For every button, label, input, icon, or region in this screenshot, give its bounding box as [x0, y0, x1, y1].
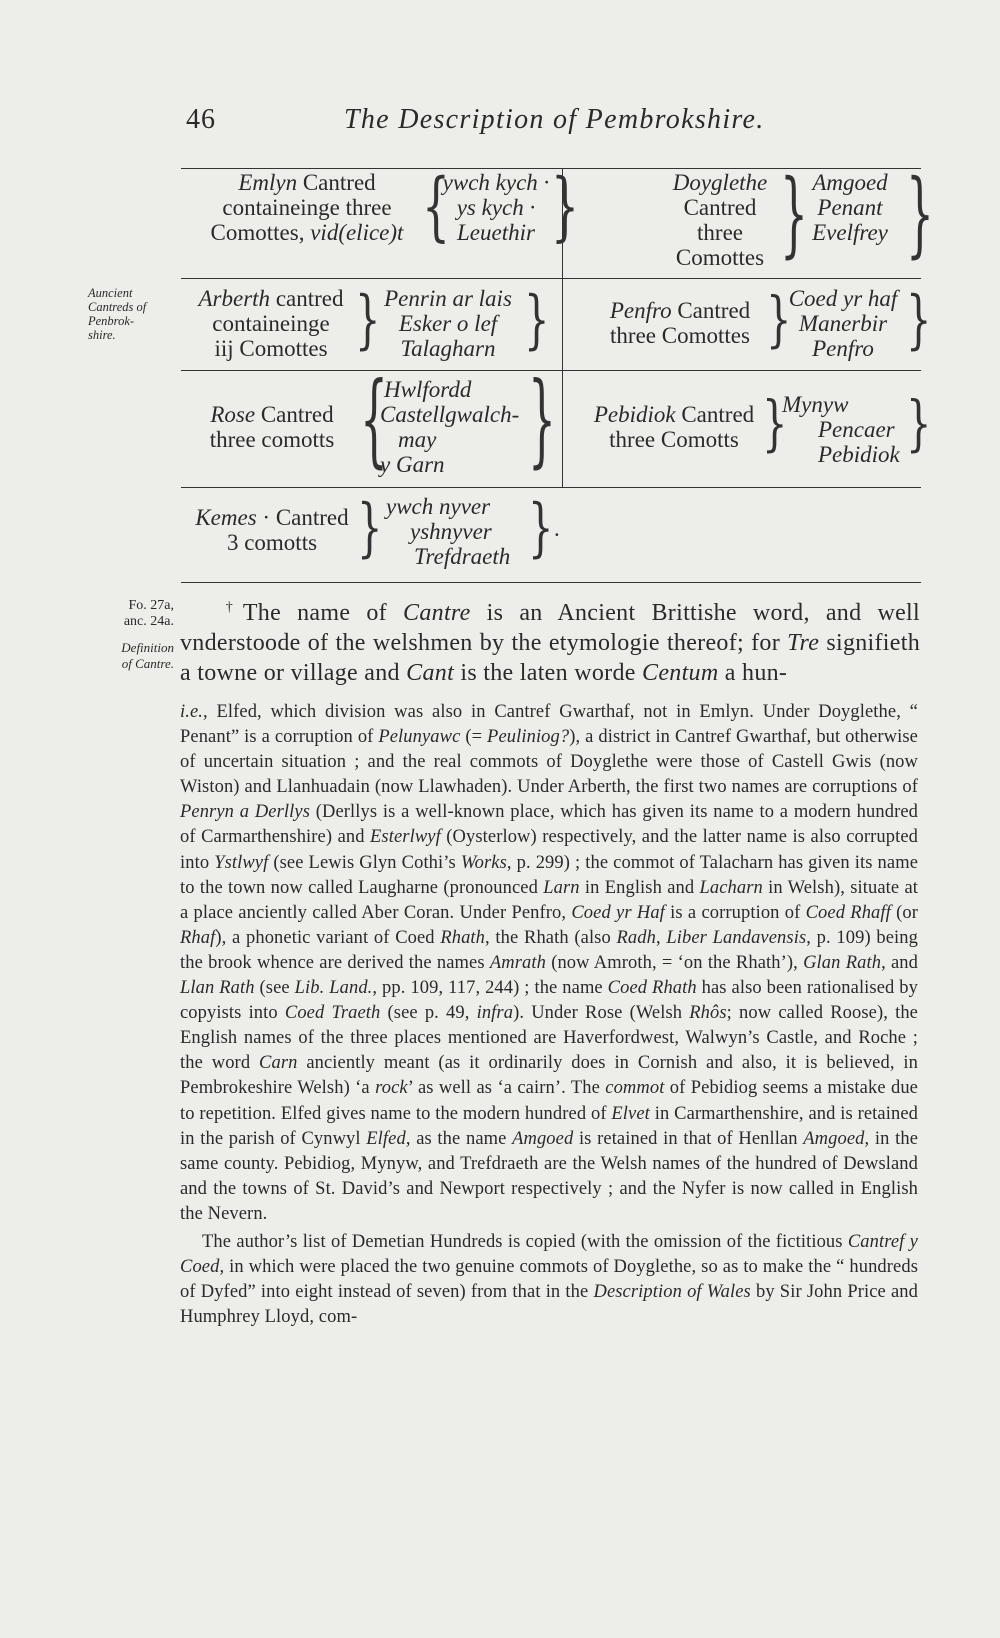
note-italic-text: Amrath	[489, 952, 546, 973]
penfro-name: Penfro	[609, 298, 672, 323]
definition-text: is an Ancient Brittishe word, and well vnderstoode of the welshmen by the etymologie thereof; for	[180, 600, 920, 656]
note-italic-text: Llan Rath	[180, 978, 255, 999]
margin-line: shire.	[88, 328, 116, 342]
editorial-notes	[180, 700, 918, 1330]
table-rule-bottom	[181, 582, 921, 583]
commot-name: may	[398, 427, 437, 452]
commot-name: Coed yr haf	[788, 286, 898, 311]
penfro-commots	[778, 286, 908, 361]
commot-name: Talagharn	[400, 336, 496, 361]
doyglethe-cantred	[640, 170, 800, 270]
margin-note-cantreds	[88, 286, 146, 342]
note-italic-text: Pelunyawc	[378, 727, 461, 748]
commot-name: Manerbir	[798, 311, 888, 336]
note-italic-text: Peuliniog?	[487, 727, 570, 748]
doyglethe-line: Cantred	[683, 195, 757, 220]
commot-name: Castellgwalch-	[380, 402, 520, 427]
note-text: ,	[655, 927, 667, 948]
commot-name: ywch kych ·	[442, 170, 550, 195]
margin-line: Auncient	[88, 286, 133, 300]
note-text: by Sir John Price and Humphrey Lloyd, com-	[180, 1282, 918, 1328]
note-italic-text: commot	[605, 1078, 665, 1099]
note-text: (see	[254, 978, 295, 999]
kemes-label: · Cantred	[256, 505, 349, 530]
emlyn-label: Cantred	[297, 170, 376, 195]
note-italic-text: Lib. Land.	[294, 978, 373, 999]
margin-line: of Cantre.	[121, 656, 174, 671]
note-text: (see p. 49,	[380, 1003, 477, 1024]
penfro-cantred	[580, 298, 780, 348]
note-text: has also been rationalised by copyists into	[180, 978, 919, 1024]
margin-line: Cantreds of	[88, 300, 147, 314]
commot-name: yshnyver	[410, 519, 492, 544]
brace: }	[906, 283, 932, 357]
commot-name: Amgoed	[812, 170, 888, 195]
note-text: ), a phonetic variant of Coed	[215, 927, 441, 948]
arberth-cantred	[182, 286, 360, 361]
margin-line: Definition	[121, 640, 174, 655]
note-text: (Oysterlow) respectively, and the latter name is also corrupted into	[180, 827, 918, 873]
note-text: , and	[881, 952, 919, 973]
note-italic-text: Works	[460, 852, 507, 873]
note-italic-text: Carn	[259, 1053, 298, 1074]
note-italic-text: Coed Rhath	[607, 978, 697, 999]
margin-definition	[92, 640, 174, 672]
definition-term: Cantre	[403, 600, 471, 626]
note-text: ). Under Rose (Welsh	[513, 1003, 690, 1024]
commot-name: Trefdraeth	[414, 544, 511, 569]
note-italic-text: Esterlwyf	[370, 827, 441, 848]
running-header	[182, 100, 922, 146]
margin-line: Penbrok-	[88, 314, 135, 328]
brace: }	[528, 491, 554, 565]
note-italic-text: Coed Rhaff	[805, 902, 891, 923]
note-italic-text: Rhôs	[689, 1003, 727, 1024]
note-italic-text: Radh	[616, 927, 656, 948]
note-text: is a corruption of	[664, 902, 806, 923]
note-text: , the Rhath (also	[485, 927, 617, 948]
kemes-cantred	[182, 505, 362, 555]
note-italic-text: Cantref y Coed	[180, 1231, 918, 1278]
page-number: 46	[186, 104, 216, 135]
emlyn-name: Emlyn	[238, 170, 298, 195]
note-italic-text: rock	[375, 1078, 408, 1099]
commot-name: ys kych ·	[456, 195, 536, 220]
arberth-label: cantred	[270, 286, 344, 311]
doyglethe-name: Doyglethe	[672, 170, 768, 195]
note-text: , pp. 109, 117, 244) ; the name	[372, 978, 608, 999]
arberth-commots	[368, 286, 528, 361]
note-italic-text: Rhath	[440, 927, 486, 948]
note-italic-text: Elvet	[611, 1103, 650, 1124]
penfro-line2: three Comottes	[610, 323, 750, 348]
note-italic-text: i.e.	[180, 702, 204, 722]
margin-folio	[112, 598, 174, 630]
definition-term: Cant	[406, 660, 455, 686]
note-text: of Pebidiog seems a mistake due to repetition. Elfed gives name to the modern hundred of	[180, 1078, 918, 1124]
commot-name: Evelfrey	[812, 220, 888, 245]
brace: }	[762, 389, 788, 459]
note-text: , p. 109) being the brook whence are derived the names	[180, 927, 918, 973]
note-text: ’ as well as ‘a cairn’. The	[407, 1078, 606, 1099]
kemes-name: Kemes	[195, 505, 257, 530]
commot-name: Penant	[817, 195, 883, 220]
arberth-line3: iij Comottes	[214, 336, 328, 361]
brace: }	[780, 161, 808, 269]
note-text: , in which were placed the two genuine commots of Doyglethe, so as to make the “ hundreds of Dyfed” into eight instead of seven) from that in the	[180, 1257, 918, 1303]
note-italic-text: Glan Rath	[803, 952, 882, 973]
note-text: (=	[460, 727, 488, 748]
definition-paragraph	[180, 593, 920, 688]
definition-text: is the laten worde	[454, 660, 643, 686]
arberth-line2: containeinge	[212, 311, 330, 336]
commot-name: Mynyw	[782, 392, 849, 417]
margin-line: Fo. 27a,	[128, 598, 174, 613]
pebidiok-name: Pebidiok	[593, 402, 676, 427]
brace: }	[528, 362, 556, 480]
brace: {	[360, 362, 388, 480]
brace: {	[422, 163, 450, 251]
pebidiok-commots	[782, 392, 912, 467]
dagger-mark: †	[216, 600, 243, 615]
brace: }	[355, 283, 381, 357]
note-italic-text: Coed yr Haf	[571, 902, 665, 923]
commot-name: Pebidiok	[818, 442, 900, 467]
note-paragraph	[180, 1230, 918, 1330]
note-italic-text: Amgoed	[803, 1128, 865, 1149]
note-text: is retained in that of Henllan	[573, 1128, 804, 1149]
note-text: , Elfed, which division was also in Cantref Gwarthaf, not in Emlyn. Under Doyglethe, “ Penant” is a corruption of	[180, 702, 918, 748]
definition-text: signifieth a towne or village and	[180, 630, 920, 686]
commot-name: Leuethir	[457, 220, 535, 245]
rose-line2: three comotts	[209, 427, 335, 452]
rose-commots	[380, 377, 540, 477]
note-italic-text: Larn	[543, 877, 580, 898]
definition-term: Centum	[642, 660, 719, 686]
kemes-commots	[386, 494, 546, 569]
note-text: (Derllys is a well-known place, which has given its name to a modern hundred of Carmarthenshire) and	[180, 802, 918, 848]
commot-name: Pencaer	[818, 417, 895, 442]
note-text: in Carmarthenshire, and is retained in the parish of Cynwyl	[180, 1103, 918, 1149]
note-paragraph	[180, 700, 918, 1227]
note-text: in Welsh), situate at a place anciently called Aber Coran. Under Penfro,	[180, 877, 918, 923]
note-italic-text: Description of Wales	[593, 1282, 751, 1303]
note-italic-text: Elfed	[366, 1128, 406, 1149]
note-text: anciently meant (as it ordinarily does in Cornish and also, it is believed, in Pembrokeshire Welsh) ‘a	[180, 1053, 918, 1099]
emlyn-cantred	[182, 170, 432, 245]
commot-name: Hwlfordd	[384, 377, 472, 402]
definition-text: a hun-	[718, 660, 788, 686]
note-italic-text: Lacharn	[699, 877, 763, 898]
rose-name: Rose	[210, 402, 256, 427]
rose-label: Cantred	[255, 402, 334, 427]
note-italic-text: Liber Landavensis	[666, 927, 807, 948]
doyglethe-commots	[792, 170, 908, 245]
table-point: .	[554, 516, 560, 541]
running-title: The Description of Pembrokshire.	[344, 104, 765, 135]
margin-line: anc. 24a.	[123, 614, 174, 629]
note-text: The author’s list of Demetian Hundreds is copied (with the omission of the fictitious	[202, 1231, 848, 1252]
rose-cantred	[182, 402, 362, 452]
note-text: , as the name	[405, 1128, 513, 1149]
note-italic-text: Penryn a Derllys	[180, 802, 310, 823]
pebidiok-line2: three Comotts	[609, 427, 739, 452]
arberth-name: Arberth	[198, 286, 271, 311]
brace: }	[766, 285, 792, 355]
kemes-line2: 3 comotts	[226, 530, 318, 555]
brace: }	[906, 161, 934, 269]
emlyn-line3: Comottes,	[210, 220, 311, 245]
note-text: (now Amroth, = ‘on the Rhath’),	[545, 952, 804, 973]
definition-text: The name of	[242, 600, 404, 626]
definition-term: Tre	[787, 630, 820, 656]
doyglethe-line: Comottes	[675, 245, 765, 270]
commot-name: Penrin ar lais	[384, 286, 512, 311]
brace: }	[551, 163, 579, 251]
pebidiok-cantred	[576, 402, 772, 452]
penfro-label: Cantred	[671, 298, 751, 323]
commot-name: ywch nyver	[386, 494, 491, 519]
emlyn-commots	[432, 170, 560, 245]
emlyn-videlicet: vid(elice)t	[310, 220, 404, 245]
commot-name: Penfro	[812, 336, 874, 361]
note-italic-text: Coed Traeth	[284, 1003, 381, 1024]
emlyn-line2: containeinge three	[222, 195, 392, 220]
pebidiok-label: Cantred	[675, 402, 755, 427]
note-italic-text: infra	[476, 1003, 514, 1024]
note-text: (or	[890, 902, 918, 923]
note-text: (see Lewis Glyn Cothi’s	[268, 852, 461, 873]
note-italic-text: Ystlwyf	[214, 852, 269, 873]
note-text: , in the same county. Pebidiog, Mynyw, and Trefdraeth are the Welsh names of the hundred of Dewsland and the towns of St. David’s and Newport respectively ; and the Nyfer is now called in English the Nevern.	[180, 1128, 919, 1224]
note-italic-text: Rhaf	[180, 927, 216, 948]
brace: }	[524, 283, 550, 357]
table-rule	[181, 487, 921, 488]
note-text: in English and	[579, 877, 700, 898]
note-text: ; now called Roose), the English names of the three places mentioned are Haverfordwest, Walwyn’s Castle, and Roche ; the word	[180, 1003, 918, 1074]
note-text: ), a district in Cantref Gwarthaf, but otherwise of uncertain situation ; and the real commots of Doyglethe were those of Castell Gwis (now Wiston) and Llanhuadain (now Llawhaden). Under Arberth, the first two names are corruptions of	[180, 727, 918, 798]
note-italic-text: Amgoed	[512, 1128, 574, 1149]
brace: }	[357, 491, 383, 565]
commot-name: Esker o lef	[398, 311, 498, 336]
note-text: , p. 299) ; the commot of Talacharn has given its name to the town now called Laugharne (pronounced	[180, 852, 919, 898]
table-rule	[181, 278, 921, 279]
doyglethe-line: three	[697, 220, 743, 245]
brace: }	[906, 389, 932, 459]
commot-name: y Garn	[380, 452, 445, 477]
